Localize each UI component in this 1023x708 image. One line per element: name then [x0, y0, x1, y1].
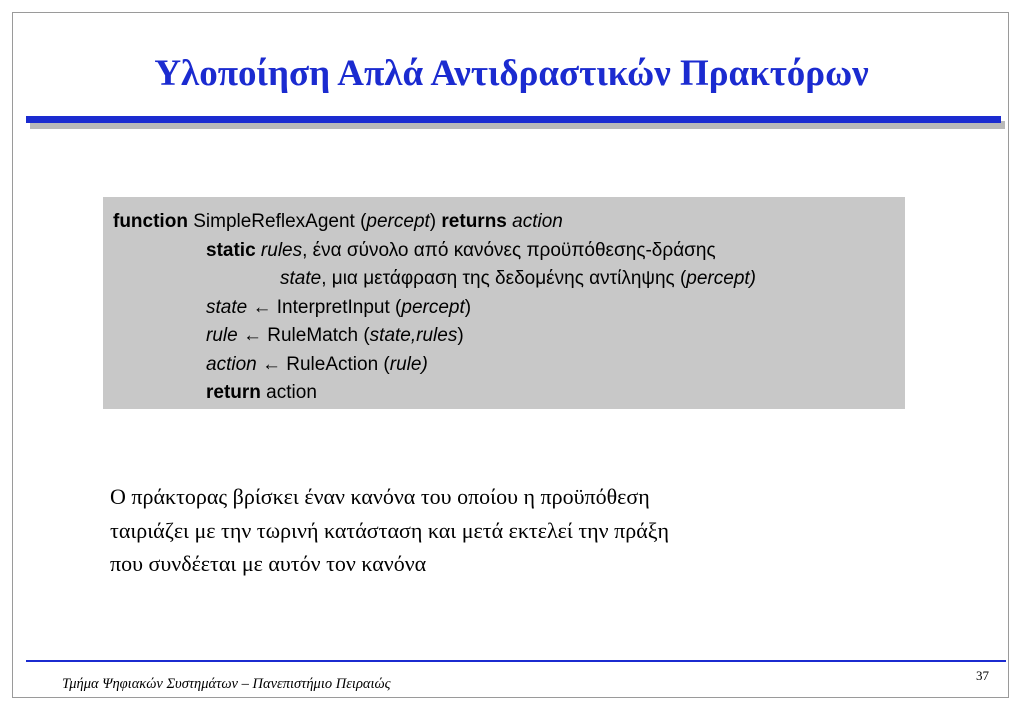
fn-rule-match: RuleMatch (	[267, 325, 370, 346]
keyword-returns: returns	[441, 211, 507, 232]
fn-interpret-input: InterpretInput (	[276, 296, 402, 318]
code-line-interpret	[103, 294, 905, 323]
fn-rule-action: RuleAction (	[286, 353, 390, 375]
paren: )	[464, 296, 472, 318]
page-number: 37	[976, 668, 989, 683]
var-state: state	[280, 268, 322, 289]
title-rule	[26, 116, 1001, 123]
assign-arrow: ←	[256, 353, 287, 375]
footer-rule	[26, 660, 1006, 662]
keyword-static: static	[206, 239, 256, 261]
arg-rule: rule)	[389, 353, 428, 375]
arg-percept: percept	[401, 296, 465, 318]
slide-title: Υλοποίηση Απλά Αντιδραστικών Πρακτόρων	[154, 53, 869, 94]
footer-institution: Τμήμα Ψηφιακών Συστημάτων – Πανεπιστήμιο Πειραιώς	[62, 676, 391, 692]
code-line-signature	[103, 208, 905, 237]
code-line-rulematch	[103, 322, 905, 351]
explanation-line: Ο πράκτορας βρίσκει έναν κανόνα του οποίου η προϋπόθεση	[110, 484, 650, 509]
keyword-function: function	[113, 211, 188, 232]
param-percept: percept)	[686, 268, 756, 289]
return-value: action	[260, 382, 317, 403]
code-line-static-state	[103, 265, 905, 294]
assign-arrow: ←	[237, 325, 268, 346]
arg-state-rules: state,rules	[369, 325, 458, 346]
keyword-return: return	[206, 382, 261, 403]
explanation-line: που συνδέεται με αυτόν τον κανόνα	[110, 551, 427, 576]
paren: (	[354, 211, 367, 232]
explanation-line: ταιριάζει με την τωρινή κατάσταση και μετά εκτελεί την πράξη	[110, 517, 670, 543]
pseudocode-box	[103, 197, 905, 409]
var-action: action	[206, 353, 257, 375]
explanation-paragraph	[110, 480, 870, 581]
assign-arrow: ←	[247, 296, 277, 318]
var-rules: rules	[260, 239, 303, 261]
var-state: state	[206, 296, 248, 318]
code-line-static-rules	[103, 237, 905, 266]
state-description: , μια μετάφραση της δεδομένης αντίληψης (	[321, 268, 687, 289]
rules-description: , ένα σύνολο από κανόνες προϋπόθεσης-δράσης	[302, 239, 716, 261]
function-name: SimpleReflexAgent	[193, 211, 355, 232]
var-rule: rule	[206, 325, 238, 346]
paren: )	[429, 211, 442, 232]
paren: )	[457, 325, 464, 346]
code-line-ruleaction	[103, 351, 905, 380]
param-percept: percept	[366, 211, 430, 232]
return-type: action	[512, 211, 563, 232]
code-line-return	[103, 379, 905, 408]
